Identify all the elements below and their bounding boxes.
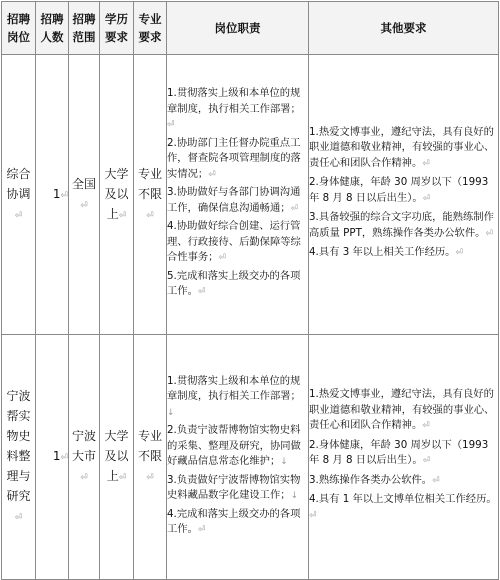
job-title-cell: 宁波帮实物史料整理与研究⏎ [2, 335, 36, 580]
requirement-item: 3.熟练操作各类办公软件。⏎ [309, 473, 440, 486]
major-cell: 专业不限⏎ [134, 335, 167, 580]
duty-item: 5.完成和落实上级交办的各项工作。⏎ [167, 269, 301, 298]
job-title-cell: 综合协调⏎ [2, 55, 36, 335]
duty-item: 4.完成和落实上级交办的各项工作。⏎ [167, 507, 301, 535]
headcount-cell: 1⏎ [36, 335, 69, 580]
duty-item: 2.负责宁波帮博物馆实物史料的采集、整理及研究，协同做好藏品信息常态化维护；↓ [167, 424, 301, 467]
requirement-item: 1.热爱文博事业，遵纪守法，具有良好的职业道德和敬业精神，有较强的事业心、责任心和团队合作精神。⏎ [309, 388, 495, 431]
header-job-title: 招聘 岗位 [2, 2, 36, 55]
header-other-requirements: 其他要求 [309, 2, 499, 55]
header-row [2, 2, 499, 55]
requirements-cell [309, 335, 499, 580]
header-education: 学历 要求 [100, 2, 134, 55]
duty-item: 4.协助做好综合创建、运行管理、行政接待、后勤保障等综合性事务；⏎ [167, 220, 301, 264]
requirement-item: 4.具有 3 年以上相关工作经历。⏎ [309, 246, 464, 258]
requirement-item: 4.具有 1 年以上文博单位相关工作经历。⏎ [309, 493, 497, 521]
recruitment-table [1, 1, 499, 580]
duty-item: 3.协助做好与各部门协调沟通工作，确保信息沟通畅通；⏎ [167, 186, 301, 214]
requirement-item: 1.热爱文博事业，遵纪守法，具有良好的职业道德和敬业精神，有较强的事业心、责任心和团队合作精神。⏎ [309, 125, 495, 169]
duty-item: 3.负责做好宁波帮博物馆实物史料藏品数字化建设工作；↓ [167, 473, 301, 501]
requirement-item: 2.身体健康，年龄 30 周岁以下（1993 年 8 月 8 日以后出生）。⏎ [309, 438, 489, 466]
duty-item: 1.贯彻落实上级和本单位的规章制度，执行相关工作部署；↓ [167, 374, 301, 418]
requirement-item: 3.具备较强的综合文字功底，能熟练制作高质量 PPT，熟练操作各类办公软件。⏎ [309, 211, 494, 239]
education-cell: 大学及以上⏎ [100, 55, 134, 335]
scope-cell: 全国⏎ [69, 55, 100, 335]
duty-item: 2.协助部门主任督办院重点工作，督查院各项管理制度的落实情况；⏎ [167, 136, 301, 180]
header-scope: 招聘 范围 [69, 2, 100, 55]
requirement-item: 2.身体健康，年龄 30 周岁以下（1993 年 8 月 8 日以后出生）。⏎ [309, 176, 489, 204]
header-major: 专业 要求 [134, 2, 167, 55]
major-cell: 专业不限⏎ [134, 55, 167, 335]
headcount-cell: 1⏎ [36, 55, 69, 335]
table-row [2, 55, 499, 335]
requirements-cell [309, 55, 499, 335]
duties-cell [167, 55, 309, 335]
header-duties: 岗位职责 [167, 2, 309, 55]
header-headcount: 招聘 人数 [36, 2, 69, 55]
duties-cell [167, 335, 309, 580]
table-row [2, 335, 499, 580]
scope-cell: 宁波大市⏎ [69, 335, 100, 580]
duty-item: 1.贯彻落实上级和本单位的规章制度，执行相关工作部署；⏎ [167, 87, 301, 131]
education-cell: 大学及以上⏎ [100, 335, 134, 580]
